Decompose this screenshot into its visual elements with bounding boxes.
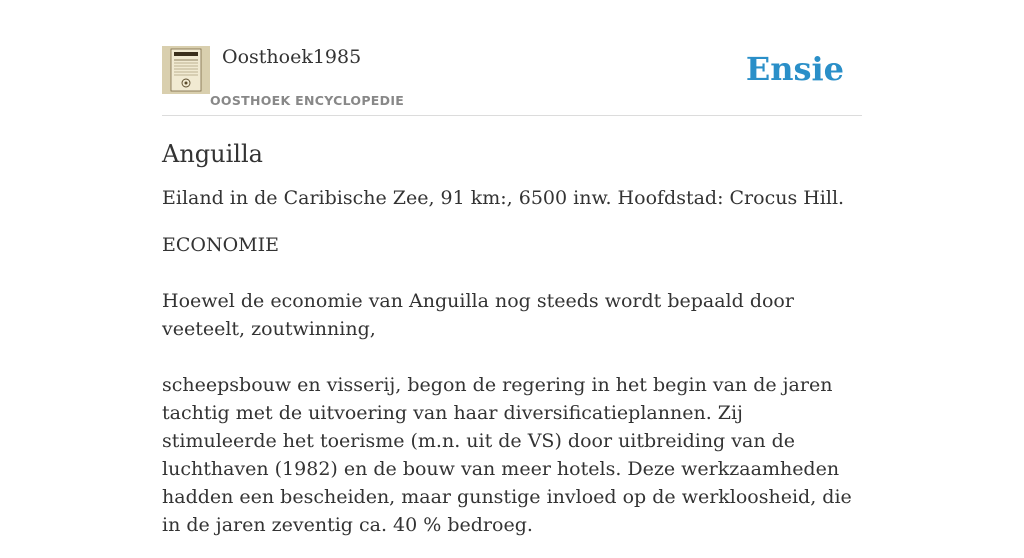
article-section-heading: ECONOMIE [162, 234, 280, 256]
article-paragraph: scheepsbouw en visserij, begon de regering in het begin van de jaren tachtig met de uitvoering van haar diversificatieplannen. Zij stimuleerde het toerisme (m.n. uit de VS) door uitbreiding van de luchthaven (1982) en de bouw van meer hotels. Deze werkzaamheden hadden een bescheiden, maar gunstige invloed op de werkloosheid, die in de jaren zeventig ca. 40 % bedroeg. [162, 374, 852, 536]
source-label[interactable]: OOSTHOEK ENCYCLOPEDIE [210, 93, 405, 108]
header [162, 44, 862, 116]
article [162, 138, 862, 558]
encyclopedia-cover-icon [162, 46, 210, 94]
brand-logo[interactable]: Ensie [745, 50, 844, 88]
article-title: Anguilla [162, 140, 263, 168]
author-name[interactable]: Oosthoek1985 [222, 46, 362, 68]
article-paragraph: Eiland in de Caribische Zee, 91 km:, 6500 inw. Hoofdstad: Crocus Hill. [162, 187, 845, 209]
avatar[interactable] [162, 46, 210, 94]
article-paragraph: Hoewel de economie van Anguilla nog steeds wordt bepaald door veeteelt, zoutwinning, [162, 290, 794, 340]
